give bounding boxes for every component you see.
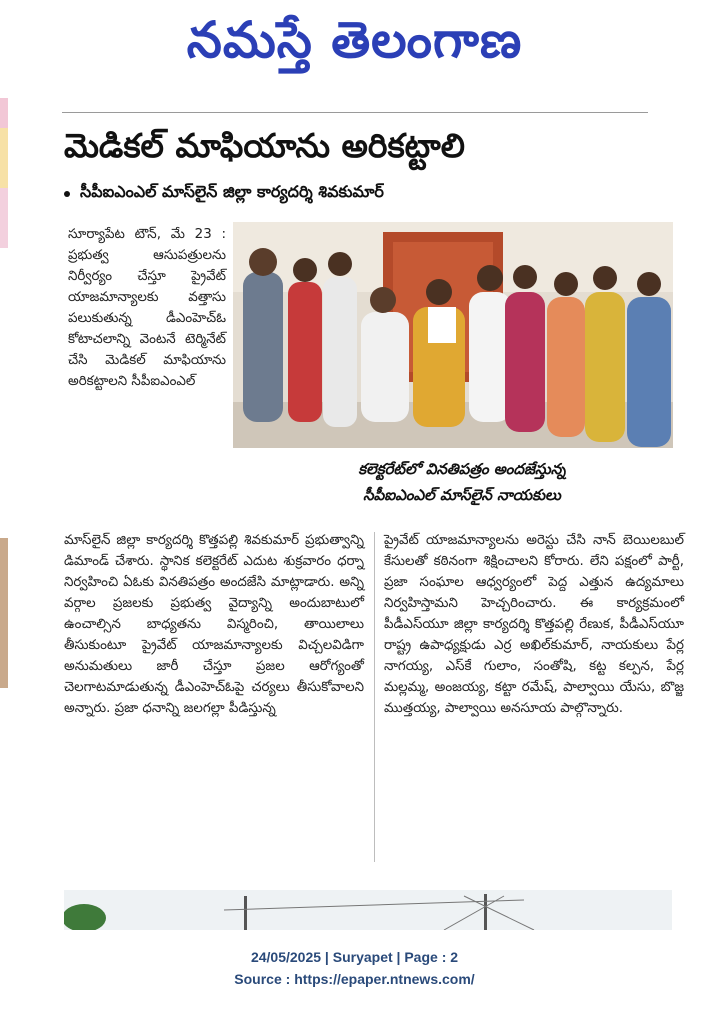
masthead (0, 0, 709, 84)
news-photo (233, 222, 673, 448)
newspaper-title: నమస్తే తెలంగాణ (186, 11, 523, 69)
adjacent-color-block (0, 128, 8, 188)
photo-fragment-illustration (64, 890, 672, 930)
section-rule (62, 112, 648, 113)
edition-meta: 24/05/2025 | Suryapet | Page : 2 (250, 949, 459, 965)
adjacent-photo-fragment (0, 538, 8, 688)
article-column-left (64, 530, 364, 719)
body-paragraph: ప్రైవేట్ యాజమాన్యాలను అరెస్టు చేసి నాన్ బెయిలబుల్ కేసులతో కఠినంగా శిక్షించాలని కోరారు. లేని పక్షంలో పార్టీ, ప్రజా సంఘాల ఆధ్వర్యంలో పెద్ద ఎత్తున ఉద్యమాలు నిర్వహిస్తామని హెచ్చరించారు. ఈ కార్యక్రమంలో పీడీఎస్‌యూ జిల్లా కార్యదర్శి కొత్తపల్లి రేణుక, పీడీఎస్‌యూ రాష్ట్ర ఉపాధ్యక్షుడు ఎర్ర అఖిల్‌కుమార్, నాయకులు పేర్ల నాగయ్య, ఎస్‌కే గులాం, సంతోషి, కట్ట కల్పన, పేర్ల మల్లమ్మ, అంజయ్య, కట్టా రమేష్, పాల్వాయి యేసు, బొజ్జ ముత్తయ్య, పాల్వాయి అనసూయ పాల్గొన్నారు. (384, 533, 684, 716)
bullet-icon (64, 191, 70, 197)
next-article-photo-fragment (64, 890, 672, 930)
adjacent-color-block (0, 188, 8, 248)
caption-line: సీపీఐఎంఎల్ మాస్‌లైన్ నాయకులు (363, 486, 561, 504)
body-paragraph: మాస్‌లైన్ జిల్లా కార్యదర్శి కొత్తపల్లి శివకుమార్ ప్రభుత్వాన్ని డిమాండ్ చేశారు. స్థానిక కలెక్టరేట్ ఎదుట శుక్రవారం ధర్నా నిర్వహించి ఏఓకు వినతిపత్రం అందజేసి మాట్లాడారు. అన్ని వర్గాల ప్రజలకు ప్రభుత్వ వైద్యాన్ని అందుబాటులో ఉంచాల్సిన బాధ్యతను విస్మరించి, తాయిలాలు తీసుకుంటూ ప్రైవేట్ యాజమాన్యాలకు విచ్చలవిడిగా అనుమతులు జారీ చేస్తూ ప్రజల ఆరోగ్యంతో చెలగాటమాడుతున్న డీఎంహెచ్‌ఓపై చర్యలు తీసుకోవాలని అన్నారు. ప్రజా ధనాన్ని జలగల్లా పీడిస్తున్న (64, 533, 364, 716)
column-divider (374, 532, 375, 862)
intro-paragraph: సూర్యాపేట టౌన్, మే 23 : ప్రభుత్వ ఆసుపత్రులను నిర్వీర్యం చేస్తూ ప్రైవేట్ యాజమాన్యాలకు వత్తాసు పలుకుతున్న డీఎంహెచ్‌ఓ కోటాచలాన్ని వెంటనే టెర్మినేట్ చేసి మెడికల్ మాఫియాను అరికట్టాలని సీపీఐఎంఎల్ (68, 227, 226, 389)
article-column-right (384, 530, 684, 719)
photo-illustration (233, 222, 673, 448)
photo-caption (252, 456, 672, 508)
adjacent-color-block (0, 98, 8, 128)
source-link[interactable]: Source : https://epaper.ntnews.com/ (234, 971, 475, 987)
subhead-text: సీపీఐఎంఎల్ మాస్‌లైన్ జిల్లా కార్యదర్శి శివకుమార్ (80, 182, 384, 201)
article-headline: మెడికల్ మాఫియాను అరికట్టాలి (64, 126, 465, 165)
page-footer (0, 946, 709, 990)
adjacent-page-strip (0, 98, 10, 928)
caption-line: కలెక్టరేట్‌లో వినతిపత్రం అందజేస్తున్న (358, 460, 566, 478)
article-intro-column (68, 224, 226, 392)
article-subhead (64, 182, 664, 205)
